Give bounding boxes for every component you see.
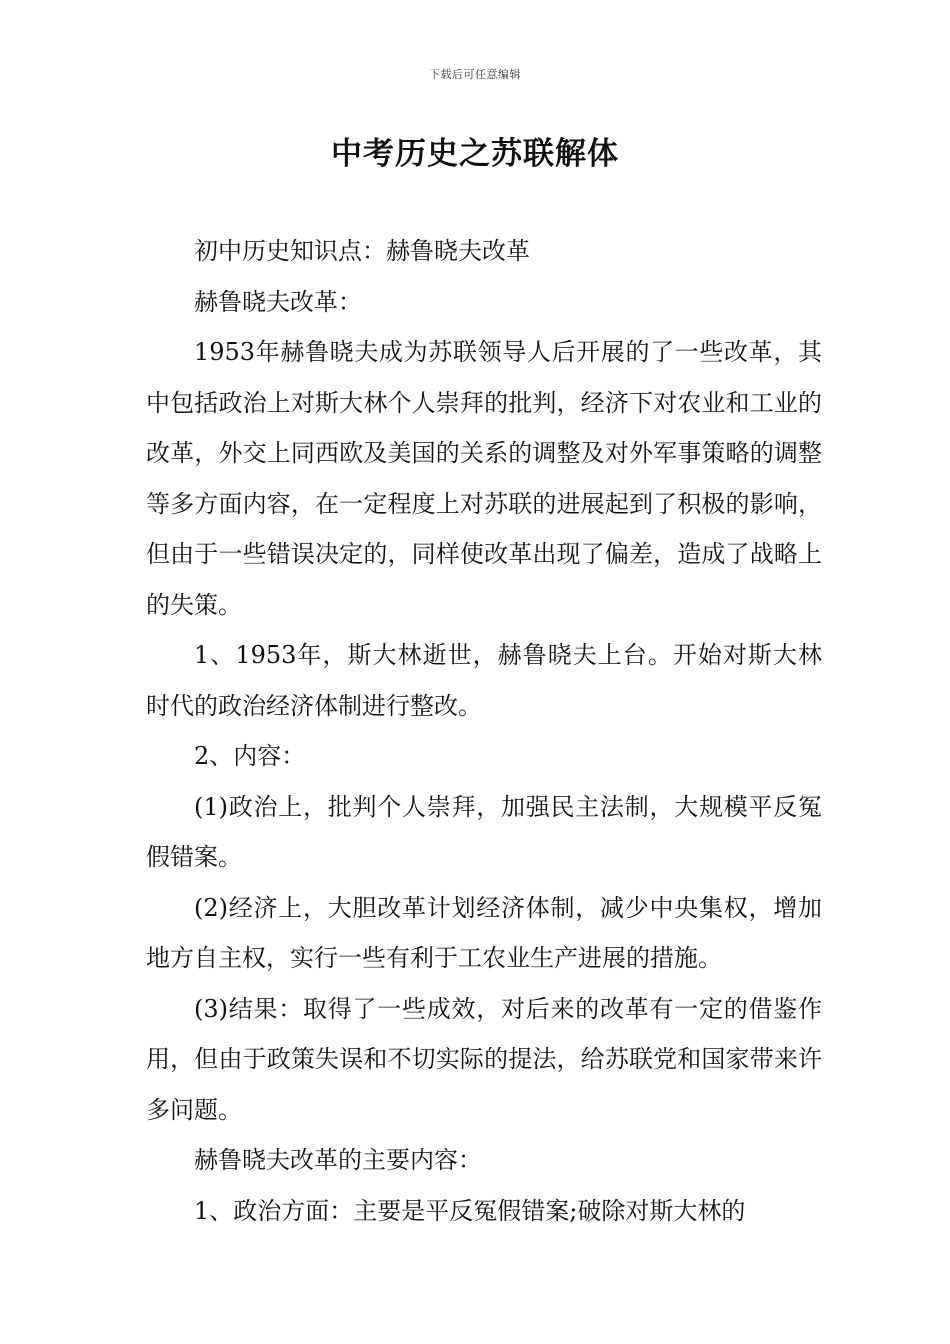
paragraph-political-aspect: 1、政治方面：主要是平反冤假错案;破除对斯大林的 <box>194 1196 746 1225</box>
page-title: 中考历史之苏联解体 <box>331 136 619 172</box>
paragraph-reform-overview: 1953年赫鲁晓夫成为苏联领导人后开展的了一些改革，其中包括政治上对斯大林个人崇拜的批判，经济下对农业和工业的改革，外交上同西欧及美国的关系的调整及对外军事策略的调整等多方面内容，在一定程度上对苏联的进展起到了积极的影响，但由于一些错误决定的，同样使改革出现了偏差，造成了战略上的失策。 <box>146 338 822 619</box>
paragraph-intro-heading: 初中历史知识点：赫鲁晓夫改革 <box>194 237 530 265</box>
paragraph-point-1: 1、1953年，斯大林逝世，赫鲁晓夫上台。开始对斯大林时代的政治经济体制进行整改。 <box>146 641 822 720</box>
download-note: 下载后可任意编辑 <box>429 68 521 81</box>
paragraph-political: (1)政治上，批判个人崇拜，加强民主法制，大规模平反冤假错案。 <box>146 792 822 871</box>
document-body <box>146 226 822 1236</box>
paragraph-reform-heading: 赫鲁晓夫改革： <box>194 287 362 316</box>
paragraph-main-content-heading: 赫鲁晓夫改革的主要内容： <box>194 1146 482 1174</box>
paragraph-economic: (2)经济上，大胆改革计划经济体制，减少中央集权，增加地方自主权，实行一些有利于工农业生产进展的措施。 <box>146 893 822 972</box>
paragraph-result: (3)结果：取得了一些成效，对后来的改革有一定的借鉴作用，但由于政策失误和不切实际的提法，给苏联党和国家带来许多问题。 <box>146 994 822 1124</box>
paragraph-point-2: 2、内容： <box>194 742 306 770</box>
